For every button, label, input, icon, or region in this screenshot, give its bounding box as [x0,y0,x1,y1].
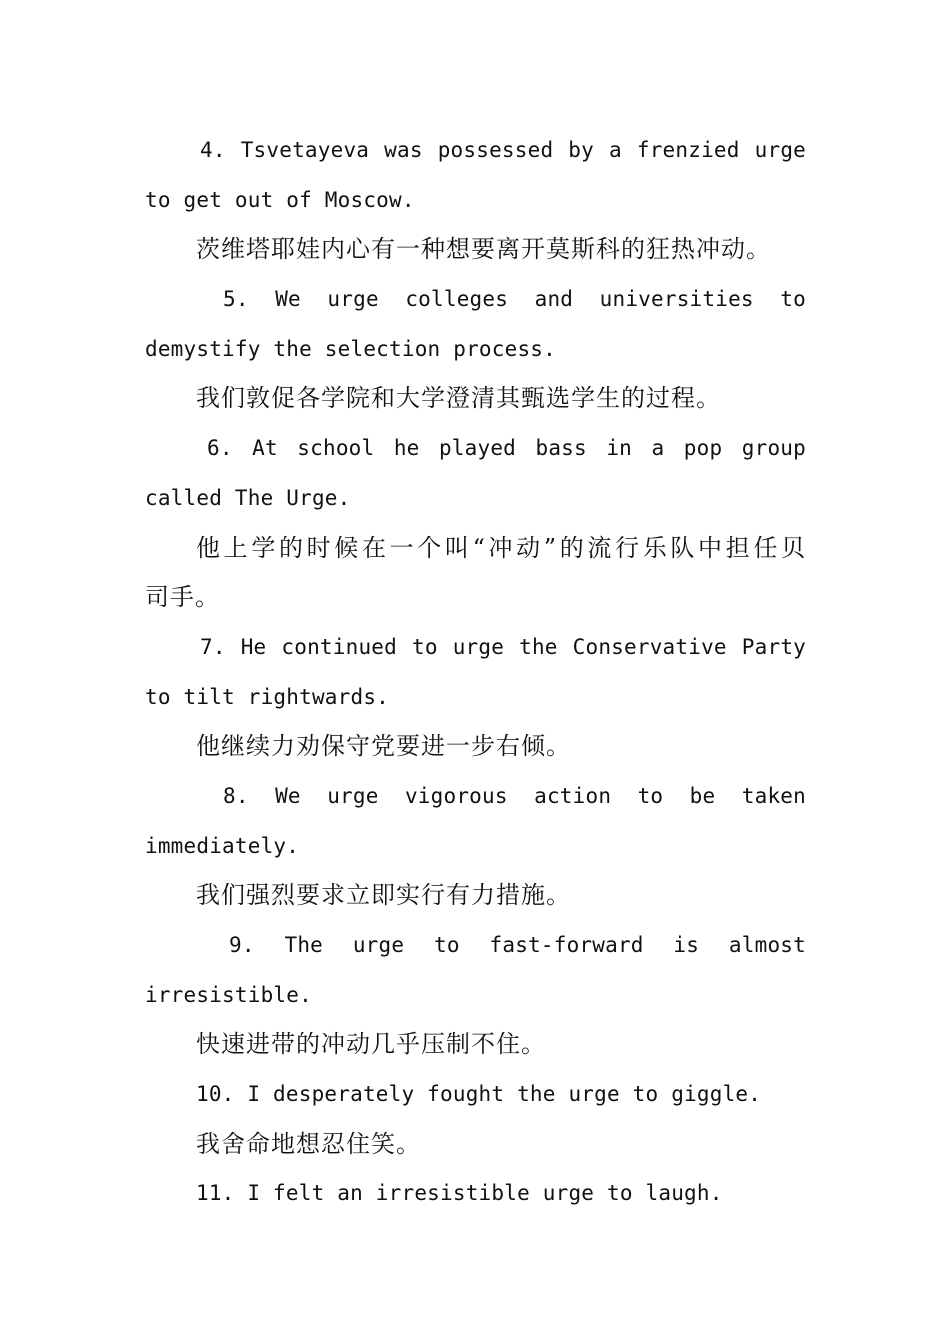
example-9-chinese-translation: 快速进带的冲动几乎压制不住。 [196,1030,546,1059]
example-10-english: 10. I desperately fought the urge to giggle. [196,1082,762,1107]
document-body [145,126,806,1219]
example-9-english-line-1: 9. The urge to fast-forward is almost [229,933,806,957]
example-5-english-line-1: 5. We urge colleges and universities to [223,287,806,312]
example-7-english-line-2: to tilt rightwards. [145,684,390,709]
example-10-chinese-translation: 我舍命地想忍住笑。 [196,1129,421,1158]
example-4-english-line-1: 4. Tsvetayeva was possessed by a frenzied urge [200,138,806,162]
example-4-chinese-translation: 茨维塔耶娃内心有一种想要离开莫斯科的狂热冲动。 [196,235,771,264]
example-6-english-line-2: called The Urge. [145,485,351,510]
example-4-english-line-2: to get out of Moscow. [145,187,415,212]
example-7-english-line-1: 7. He continued to urge the Conservative Party [200,634,806,659]
example-7-chinese-translation: 他继续力劝保守党要进一步右倾。 [196,732,571,761]
example-5-english-line-2: demystify the selection process. [145,336,556,361]
example-11-english: 11. I felt an irresistible urge to laugh. [196,1181,723,1206]
example-8-english-line-1: 8. We urge vigorous action to be taken [223,783,806,808]
example-6-english-line-1: 6. At school he played bass in a pop group [207,436,806,461]
example-6-chinese-translation-line-2: 司手。 [145,583,220,612]
example-8-chinese-translation: 我们强烈要求立即实行有力措施。 [196,881,571,910]
example-6-chinese-translation-line-1: 他上学的时候在一个叫“冲动”的流行乐队中担任贝 [196,533,806,562]
example-5-chinese-translation: 我们敦促各学院和大学澄清其甄选学生的过程。 [196,384,721,413]
example-9-english-line-2: irresistible. [145,982,312,1007]
example-8-english-line-2: immediately. [145,833,300,858]
